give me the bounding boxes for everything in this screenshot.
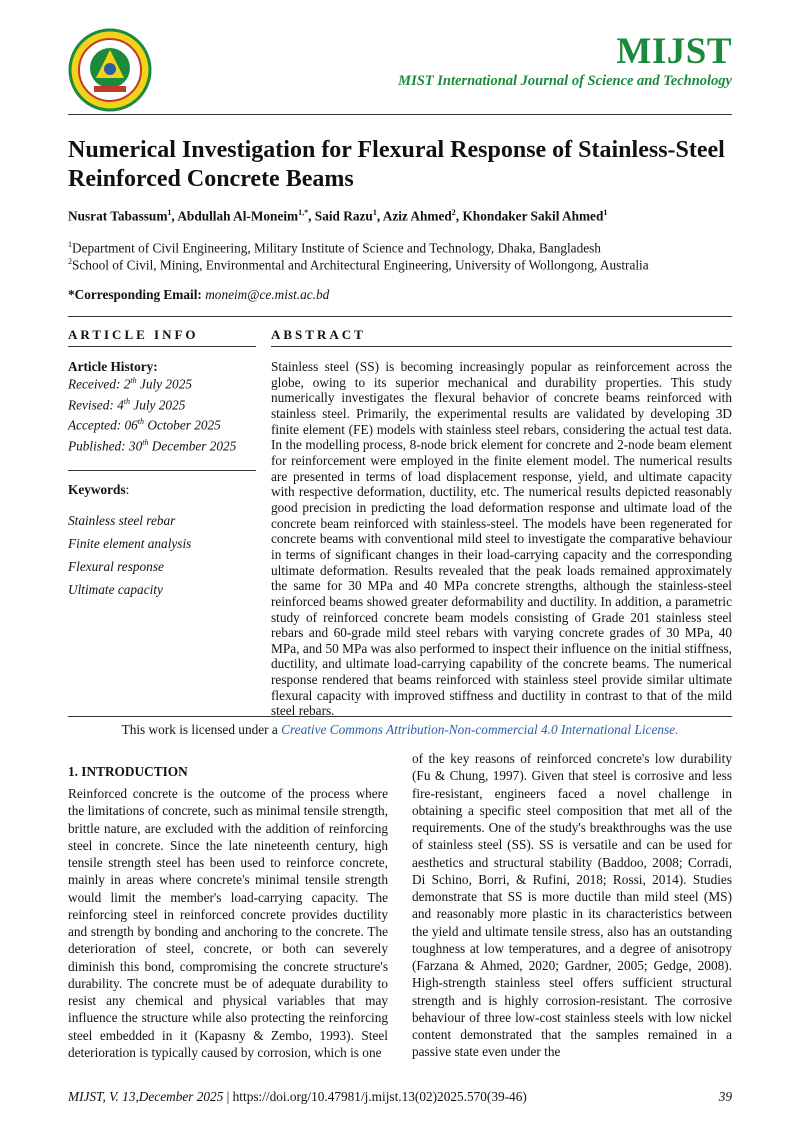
abstract-rule <box>271 346 732 347</box>
introduction-heading: 1. INTRODUCTION <box>68 764 188 779</box>
footer-citation: MIJST, V. 13,December 2025 | https://doi.org/10.47981/j.mijst.13(02)2025.570(39-46) <box>68 1089 527 1104</box>
accepted-date: Accepted: 06th October 2025 <box>68 417 221 433</box>
article-history <box>68 372 236 455</box>
paper-title: Numerical Investigation for Flexural Response of Stainless-Steel Reinforced Concrete Beams <box>68 137 725 192</box>
journal-logo <box>68 28 152 112</box>
article-info-heading: ARTICLE INFO <box>68 327 199 342</box>
header-rule <box>68 114 732 115</box>
corresponding-email[interactable]: moneim@ce.mist.ac.bd <box>205 287 330 302</box>
revised-date: Revised: 4th July 2025 <box>68 396 186 413</box>
keywords-title: Keywords: <box>68 482 130 497</box>
author-name: Aziz Ahmed <box>382 208 452 224</box>
article-info-rule <box>68 346 256 347</box>
author-name: Nusrat Tabassum <box>68 208 168 224</box>
corresponding-email-line: *Corresponding Email: moneim@ce.mist.ac.bd <box>68 287 330 302</box>
article-history-title: Article History: <box>68 359 158 374</box>
license-link[interactable]: Creative Commons Attribution-Non-commercial 4.0 International License. <box>281 722 679 737</box>
published-date: Published: 30th December 2025 <box>68 438 237 454</box>
affiliation-2: $^2$School of Civil, Mining, Environmental and Architectural Engineering, University of Wollongong, Australia <box>68 257 649 273</box>
keyword-item: Stainless steel rebar <box>68 513 176 528</box>
journal-full-name: MIST International Journal of Science and Technology <box>398 73 732 89</box>
introduction-right-column: of the key reasons of reinforced concrete's low durability (Fu & Chung, 1997). Given that steel is corrosive and less fire-resistant, engineers faced a novel challenge in obtaining a specific steel composition that met all of the requirements. One of the study's breakthroughs was the use of stainless steel (SS). SS is versatile and can be used for aesthetics and structural stability (Baddoo, 2008; Corradi, Di Schino, Borri, & Rufini, 2018; Rossi, 2014). Studies demonstrate that SS is more ductile than mild steel (MS) and reasonably more plastic in its characteristics between the yield and ultimate tensile stress, also has an outstanding toughness at low temperatures, and a degree of anisotropy (Farzana & Ahmed, 2020; Gardner, 2005; Gedge, 2008). High-strength stainless steel offers sufficient structural strength and is highly corrosion-resistant. The corrosive behaviour of three low-cost stainless steels with low nickel content demonstrated that the samples remained in a passive state even under the <box>412 751 732 1060</box>
page-number: 39 <box>718 1089 732 1104</box>
keyword-item: Ultimate capacity <box>68 582 163 597</box>
abstract-text: Stainless steel (SS) is becoming increasingly popular as reinforcement across the globe, owing to its superior mechanical and durability properties. This study numerically investigates the flexural behavior of concrete beams reinforced with stainless steel. Primarily, the experimental results are validated by developing 3D finite element (FE) models with stainless steel rebars, considering the actual test data. In the modelling process, 8-node brick element for concrete and 2-node beam element for reinforcement were employed in the finite element model. The numerical results are presented in terms of load displacement response, yield, and ultimate capacity with respective deformation, ductility, etc. The numerical results depicted reasonably good precision in predicting the load deformation response and ultimate load of the concrete beam reinforced with stainless-steel. The models have been regenerated for concrete beams with conventional mild steel to investigate the comparative behaviour in terms of significant changes in their load-carrying capacity and the corresponding ultimate deformation. Results revealed that the peak loads remained approximately the same for 30 MPa and 40 MPa concrete strengths, although the stainless-steel reinforced beams showed greater deformability and ductility. In addition, a parametric study of reinforced concrete beam models consisting of Grade 201 stainless steel rebars and 60-grade mild steel rebars with varying concrete grades of 30 MPa, 40 MPa, and 50 MPa was also performed to inspect their influence on the initial stiffness, ductility, and ultimate load-carrying capability of the concrete beams. The numerical response rendered that beams reinforced with stainless steel provide similar ultimate flexural capacity with improved stiffness and ductility in contrast to that of the mild steel rebars. <box>271 359 732 719</box>
author-name: Khondaker Sakil Ahmed <box>462 208 604 224</box>
introduction-left-column: Reinforced concrete is the outcome of the process where the limitations of concrete, such as minimal tensile strength, brittle nature, are excluded with the addition of reinforcing steel in concrete. Since the late nineteenth century, high tensile strength steel has been used to reinforce concrete, mainly in areas where concrete's minimal tensile strength would limit the member's load-carrying capacity. The reinforcing steel in reinforced concrete provides ductility and strength by bonding and anchoring to the concrete. The deterioration of steel, concrete, or both can severely diminish this bond, compromising the concrete structure's durability. The concrete must be of adequate durability to resist any chemical and physical variables that may influence the structure while also protecting the reinforcing steel embedded in it (Kapasny & Zembo, 1993). Steel deterioration is typically caused by corrosion, which is one <box>68 786 388 1060</box>
keyword-item: Flexural response <box>68 559 164 574</box>
abstract-bottom-rule <box>68 716 732 717</box>
keyword-item: Finite element analysis <box>68 536 192 551</box>
keywords-rule <box>68 470 256 471</box>
affiliation-1: $^1$Department of Civil Engineering, Military Institute of Science and Technology, Dhaka, Bangladesh <box>68 240 601 256</box>
received-date: Received: 2th July 2025 <box>68 376 192 392</box>
journal-abbreviation: MIJST <box>616 31 732 72</box>
abstract-heading: ABSTRACT <box>271 327 366 342</box>
author-name: Abdullah Al-Moneim <box>177 208 299 224</box>
section-rule <box>68 316 732 317</box>
author-list: Nusrat Tabassum$^1$, Abdullah Al-Moneim$^{1,*}$, Said Razu$^1$, Aziz Ahmed$^2$, Khondaker Sakil Ahmed$^1$ <box>68 208 608 224</box>
license-line: This work is licensed under a Creative Commons Attribution-Non-commercial 4.0 International License. <box>121 722 679 737</box>
author-name: Said Razu <box>314 208 373 224</box>
